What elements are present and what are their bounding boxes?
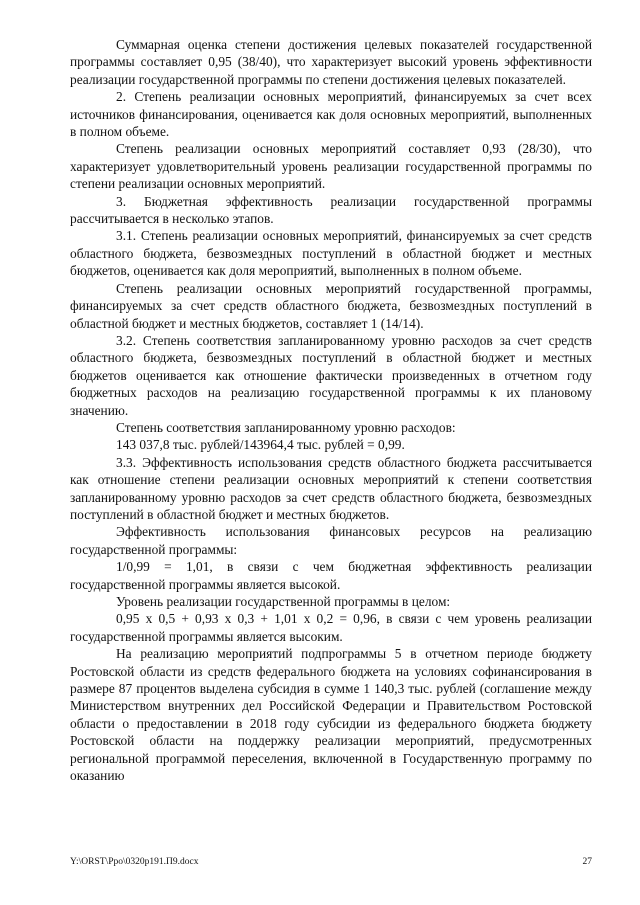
formula-line: 1/0,99 = 1,01, в связи с чем бюджетная эффективность реализации государственной программы является высокой. (70, 559, 592, 592)
document-body (70, 36, 592, 784)
paragraph: Степень соответствия запланированному уровню расходов: (116, 419, 456, 435)
paragraph: Степень реализации основных мероприятий государственной программы, финансируемых за счет средств областного бюджета, безвозмездных поступлений в областной бюджет и местных бюджетов, составляет 1 (14/14). (70, 280, 592, 331)
paragraph: Уровень реализации государственной программы в целом: (116, 594, 451, 609)
paragraph: Эффективность использования финансовых ресурсов на реализацию государственной программы: (70, 524, 592, 557)
paragraph: Степень реализации основных мероприятий составляет 0,93 (28/30), что характеризует удовлетворительный уровень реализации государственной программы по степени реализации основных мероприятий. (70, 141, 592, 192)
paragraph: 3. Бюджетная эффективность реализации государственной программы рассчитывается в несколько этапов. (70, 193, 592, 227)
paragraph: 2. Степень реализации основных мероприятий, финансируемых за счет всех источников финансирования, оценивается как доля основных мероприятий, выполненных в полном объеме. (70, 89, 592, 140)
formula-line: 0,95 х 0,5 + 0,93 х 0,3 + 1,01 х 0,2 = 0,96, в связи с чем уровень реализации государственной программы является высоким. (70, 611, 592, 644)
page-footer (70, 856, 592, 868)
formula-line: 143 037,8 тыс. рублей/143964,4 тыс. рублей = 0,99. (116, 437, 405, 453)
footer-file-path: Y:\ORST\Ppo\0320p191.П9.docx (70, 857, 199, 867)
paragraph: Суммарная оценка степени достижения целевых показателей государственной программы составляет 0,95 (38/40), что характеризует высокий уровень эффективности реализации государственной программы по степени достижения целевых показателей. (70, 37, 592, 87)
paragraph: 3.1. Степень реализации основных мероприятий, финансируемых за счет средств областного бюджета, безвозмездных поступлений в областной бюджет и местных бюджетов, оценивается как доля мероприятий, выполненных в полном объеме. (70, 228, 592, 279)
paragraph: На реализацию мероприятий подпрограммы 5 в отчетном периоде бюджету Ростовской области из средств федерального бюджета на условиях софинансирования в размере 87 процентов выделена субсидия в сумме 1 140,3 тыс. рублей (соглашение между Министерством внутренних дел Российской Федерации и Правительством Ростовской области о предоставлении в 2018 году субсидии из федерального бюджета бюджету Ростовской области на поддержку реализации мероприятий, предусмотренных региональной программой переселения, включенной в Государственную программу по оказанию (70, 646, 592, 784)
paragraph: 3.3. Эффективность использования средств областного бюджета рассчитывается как отношение степени реализации основных мероприятий к степени соответствия запланированному уровню расходов за счет средств областного бюджета, безвозмездных поступлений в областной бюджет и местных бюджетов. (70, 454, 592, 522)
page-number: 27 (582, 857, 592, 867)
paragraph: 3.2. Степень соответствия запланированному уровню расходов за счет средств областного бюджета, безвозмездных поступлений в областной бюджет и местных бюджетов оценивается как отношение фактически произведенных в отчетном году бюджетных расходов на реализацию государственной программы к их плановому значению. (70, 332, 592, 418)
